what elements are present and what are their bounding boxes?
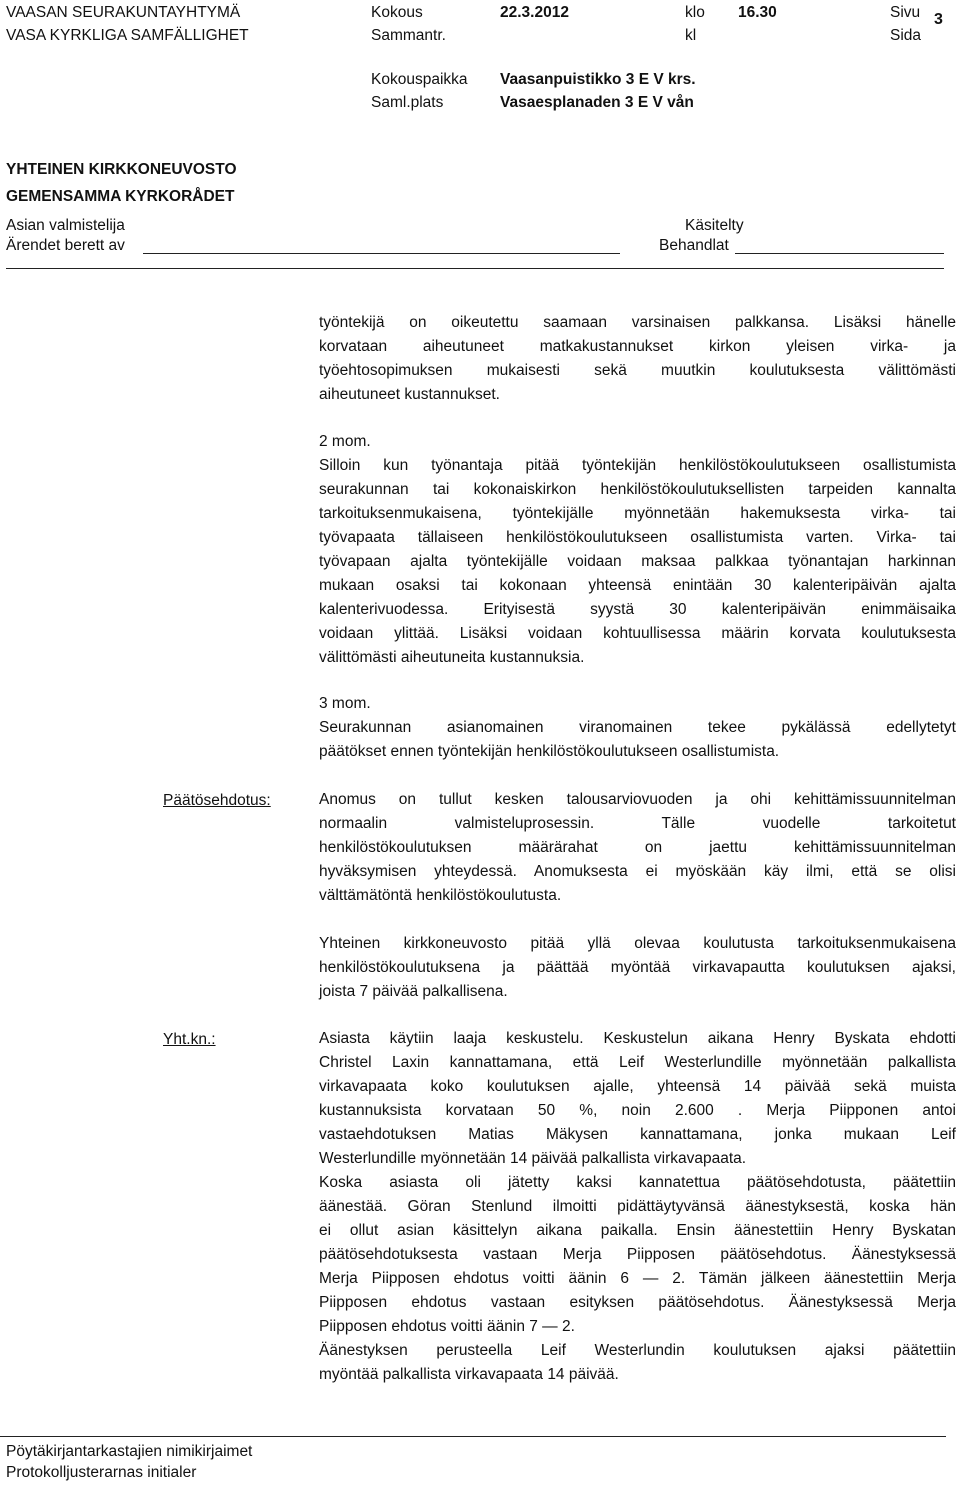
time-label-fi: klo — [685, 4, 705, 21]
text-line: henkilöstökoulutuksen määrärahat on jaettu kehittämissuunnitelman — [319, 839, 956, 856]
text-line: työehtosopimuksen mukaisesti sekä muutkin koulutuksesta välittömästi — [319, 362, 956, 379]
text-line: hyväksymisen yhteydessä. Anomuksesta ei myöskään käy ilmi, että se olisi — [319, 863, 956, 880]
meeting-time: 16.30 — [738, 4, 777, 21]
preparer-label-sv: Ärendet berett av — [6, 237, 125, 254]
meeting-date: 22.3.2012 — [500, 4, 569, 21]
text-line: aiheutuneet kustannukset. — [319, 386, 500, 403]
preparer-label-fi: Asian valmistelija — [6, 217, 125, 234]
text-line: Christel Laxin kannattamana, että Leif Westerlundille myönnetään palkallista — [319, 1054, 956, 1071]
text-line: Asiasta käytiin laaja keskustelu. Keskustelun aikana Henry Byskata ehdotti — [319, 1030, 956, 1047]
org-name-fi: VAASAN SEURAKUNTAYHTYMÄ — [6, 4, 241, 21]
text-line: Äänestyksen perusteella Leif Westerlundin koulutuksen ajaksi päätettiin — [319, 1342, 956, 1359]
text-line: työntekijä on oikeutettu saamaan varsinaisen palkkansa. Lisäksi hänelle — [319, 314, 956, 331]
text-line: Seurakunnan asianomainen viranomainen tekee pykälässä edellytetyt — [319, 719, 956, 736]
header-divider — [6, 268, 944, 269]
paragraph-proposal — [319, 788, 956, 908]
footer-initials-fi: Pöytäkirjantarkastajien nimikirjaimet — [6, 1443, 253, 1460]
page-label-fi: Sivu — [890, 4, 921, 21]
text-line: henkilöstökoulutuksena ja päättää myöntää virkavapautta koulutuksen ajaksi, — [319, 959, 956, 976]
paragraph-discussion — [319, 1027, 956, 1387]
text-line: kustannuksista korvataan 50 %, noin 2.600 . Merja Piipponen antoi — [319, 1102, 956, 1119]
body-name-sv: GEMENSAMMA KYRKORÅDET — [6, 188, 235, 205]
meeting-label-fi: Kokous — [371, 4, 423, 21]
text-line: mukaan osaksi tai kokonaan yhteensä enintään 30 kalenteripäivän ajalta — [319, 577, 956, 594]
text-line: päätösehdotuksesta vastaan Merja Piipposen päätösehdotus. Äänestyksessä — [319, 1246, 956, 1263]
page-number: 3 — [934, 11, 943, 28]
text-line: Yhteinen kirkkoneuvosto pitää yllä olevaa koulutusta tarkoituksenmukaisena — [319, 935, 956, 952]
org-name-sv: VASA KYRKLIGA SAMFÄLLIGHET — [6, 27, 249, 44]
text-line: välttämätöntä henkilöstökoulutusta. — [319, 887, 562, 904]
text-line: seurakunnan tai kokonaiskirkon henkilöstökoulutuksellisten tarpeiden kannalta — [319, 481, 956, 498]
text-line: päätökset ennen työntekijän henkilöstökoulutukseen osallistumista. — [319, 743, 780, 760]
section-heading: 2 mom. — [319, 433, 371, 450]
text-line: korvataan aiheutuneet matkakustannukset kirkon yleisen virka- ja — [319, 338, 956, 355]
text-line: Silloin kun työnantaja pitää työntekijän henkilöstökoulutukseen osallistumista — [319, 457, 956, 474]
handled-label-sv: Behandlat — [659, 237, 729, 254]
handled-underline — [735, 253, 944, 254]
paragraph-proposal-decision — [319, 932, 956, 1004]
body-name-fi: YHTEINEN KIRKKONEUVOSTO — [6, 161, 237, 178]
meeting-label-sv: Sammantr. — [371, 27, 446, 44]
text-line: joista 7 päivää palkallisena. — [319, 983, 508, 1000]
text-line: vastaehdotuksen Matias Mäkysen kannattamana, jonka mukaan Leif — [319, 1126, 956, 1143]
page-label-sv: Sida — [890, 27, 922, 44]
place-label-sv: Saml.plats — [371, 94, 444, 111]
text-line: Piipposen ehdotus vastaan esityksen päätösehdotus. Äänestyksessä Merja — [319, 1294, 956, 1311]
handled-label-fi: Käsitelty — [685, 217, 744, 234]
footer-initials-sv: Protokolljusterarnas initialer — [6, 1464, 197, 1481]
proposal-label: Päätösehdotus: — [163, 792, 271, 809]
text-line: Anomus on tullut kesken talousarviovuoden ja ohi kehittämissuunnitelman — [319, 791, 956, 808]
preparer-underline — [143, 253, 620, 254]
meeting-place-sv: Vasaesplanaden 3 E V vån — [500, 94, 694, 111]
text-line: välittömästi aiheutuneita kustannuksia. — [319, 649, 585, 666]
section-3-mom — [319, 692, 956, 764]
section-2-mom — [319, 430, 956, 670]
section-heading: 3 mom. — [319, 695, 371, 712]
text-line: kalenterivuodessa. Erityisestä syystä 30 kalenteripäivän enimmäisaika — [319, 601, 956, 618]
text-line: virkavapaata koko koulutuksen ajalle, yhteensä 14 päivää sekä muista — [319, 1078, 956, 1095]
place-label-fi: Kokouspaikka — [371, 71, 468, 88]
text-line: ei ollut asian käsittelyn aikana paikalla. Ensin äänestettiin Henry Byskatan — [319, 1222, 956, 1239]
text-line: voidaan ylittää. Lisäksi voidaan kohtuullisessa määrin korvata koulutuksesta — [319, 625, 956, 642]
text-line: Westerlundille myönnetään 14 päivää palkallista virkavapaata. — [319, 1150, 747, 1167]
meeting-place-fi: Vaasanpuistikko 3 E V krs. — [500, 71, 696, 88]
decision-label: Yht.kn.: — [163, 1031, 216, 1048]
text-line: työvapaan ajalta työntekijälle voidaan maksaa palkkaa työnantajan harkinnan — [319, 553, 956, 570]
text-line: Koska asiasta oli jätetty kaksi kannatettua päätösehdotusta, päätettiin — [319, 1174, 956, 1191]
text-line: myöntää palkallista virkavapaata 14 päivää. — [319, 1366, 619, 1383]
paragraph-salary — [319, 311, 956, 407]
text-line: tarkoituksenmukaisena, työntekijälle myönnetään hakemuksesta virka- tai — [319, 505, 956, 522]
time-label-sv: kl — [685, 27, 697, 44]
text-line: työvapaata tällaiseen henkilöstökoulutukseen osallistumista varten. Virka- tai — [319, 529, 956, 546]
footer-divider — [0, 1436, 946, 1437]
text-line: äänestää. Göran Stenlund ilmoitti pidättäytyvänsä äänestyksestä, koska hän — [319, 1198, 956, 1215]
text-line: Piipposen ehdotus voitti äänin 7 — 2. — [319, 1318, 575, 1335]
text-line: normaalin valmisteluprosessin. Tälle vuodelle tarkoitetut — [319, 815, 956, 832]
text-line: Merja Piipposen ehdotus voitti äänin 6 — 2. Tämän jälkeen äänestettiin Merja — [319, 1270, 956, 1287]
